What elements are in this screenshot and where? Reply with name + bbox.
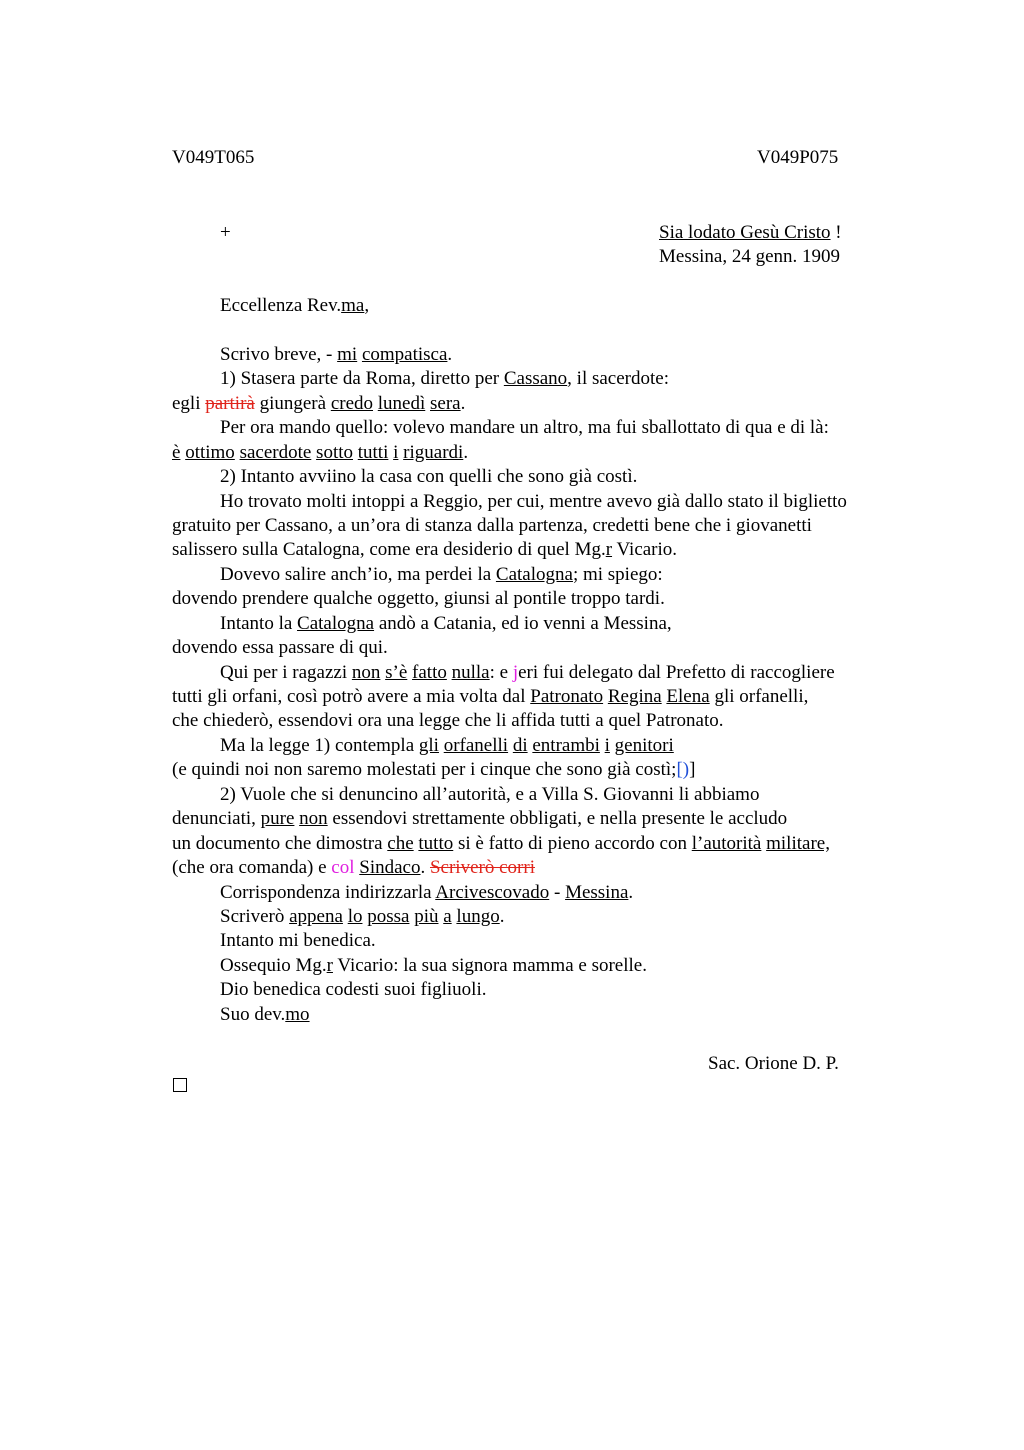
place-date: Messina, 24 genn. 1909 [659,246,841,267]
letter-line: Corrispondenza indirizzarla Arcivescovado - Messina. [220,882,634,903]
letter-line: Ma la legge 1) contempla gli orfanelli di entrambi i genitori [220,735,674,756]
letter-line: denunciati, pure non essendovi strettamente obbligati, e nella presente le accludo [172,808,788,829]
letter-line: Intanto mi benedica. [220,930,376,951]
salutation: Eccellenza Rev.ma, [220,295,370,316]
letter-line: che chiederò, essendovi ora una legge che li affida tutti a quel Patronato. [172,710,724,731]
letter-line: salissero sulla Catalogna, come era desiderio di quel Mg.r Vicario. [172,539,678,560]
letter-line: Ho trovato molti intoppi a Reggio, per cui, mentre avevo già dallo stato il biglietto [220,491,847,512]
letter-line: dovendo prendere qualche oggetto, giunsi al pontile troppo tardi. [172,588,665,609]
struck-word: partirà [205,393,255,414]
struck-word: Scriverò corri [429,857,535,878]
header-right-code: V049P075 [757,147,839,168]
letter-line: un documento che dimostra che tutto si è fatto di pieno accordo con l’autorità militare, [172,833,830,854]
letter-line: Dovevo salire anch’io, ma perdei la Catalogna; mi spiego: [220,564,663,585]
letter-line: Ossequio Mg.r Vicario: la sua signora mamma e sorelle. [220,955,647,976]
letter-line: è ottimo sacerdote sotto tutti i riguardi. [172,442,469,463]
letter-line: 2) Intanto avviino la casa con quelli che sono già costì. [220,466,638,487]
letter-line: dovendo essa passare di qui. [172,637,388,658]
cross-mark: + [220,222,231,243]
letter-line: Scriverò appena lo possa più a lungo. [220,906,505,927]
invocation: Sia lodato Gesù Cristo ! [659,222,842,243]
letter-line: Per ora mando quello: volevo mandare un altro, ma fui sballottato di qua e di là: [220,417,829,438]
letter-line: Intanto la Catalogna andò a Catania, ed io venni a Messina, [220,613,672,634]
letter-line: Qui per i ragazzi non s’è fatto nulla: e jeri fui delegato dal Prefetto di raccogliere [220,662,835,683]
end-square-icon [173,1078,187,1092]
letter-line: egli partirà giungerà credo lunedì sera. [172,393,466,414]
header-left-code: V049T065 [172,147,255,168]
letter-line: 1) Stasera parte da Roma, diretto per Cassano, il sacerdote: [220,368,669,389]
letter-line: (che ora comanda) e col Sindaco. Scriverò corri [172,857,535,878]
letter-line: gratuito per Cassano, a un’ora di stanza dalla partenza, credetti bene che i giovanetti [172,515,812,536]
letter-line: Dio benedica codesti suoi figliuoli. [220,979,487,1000]
letter-line: (e quindi noi non saremo molestati per i cinque che sono già costì;[)] [172,759,696,780]
letter-line: Scrivo breve, - mi compatisca. [220,344,453,365]
letter-line: 2) Vuole che si denuncino all’autorità, e a Villa S. Giovanni li abbiamo [220,784,760,805]
closing: Suo dev.mo [220,1004,310,1025]
letter-line: tutti gli orfani, così potrò avere a mia volta dal Patronato Regina Elena gli orfanelli, [172,686,809,707]
signature: Sac. Orione D. P. [708,1053,839,1074]
